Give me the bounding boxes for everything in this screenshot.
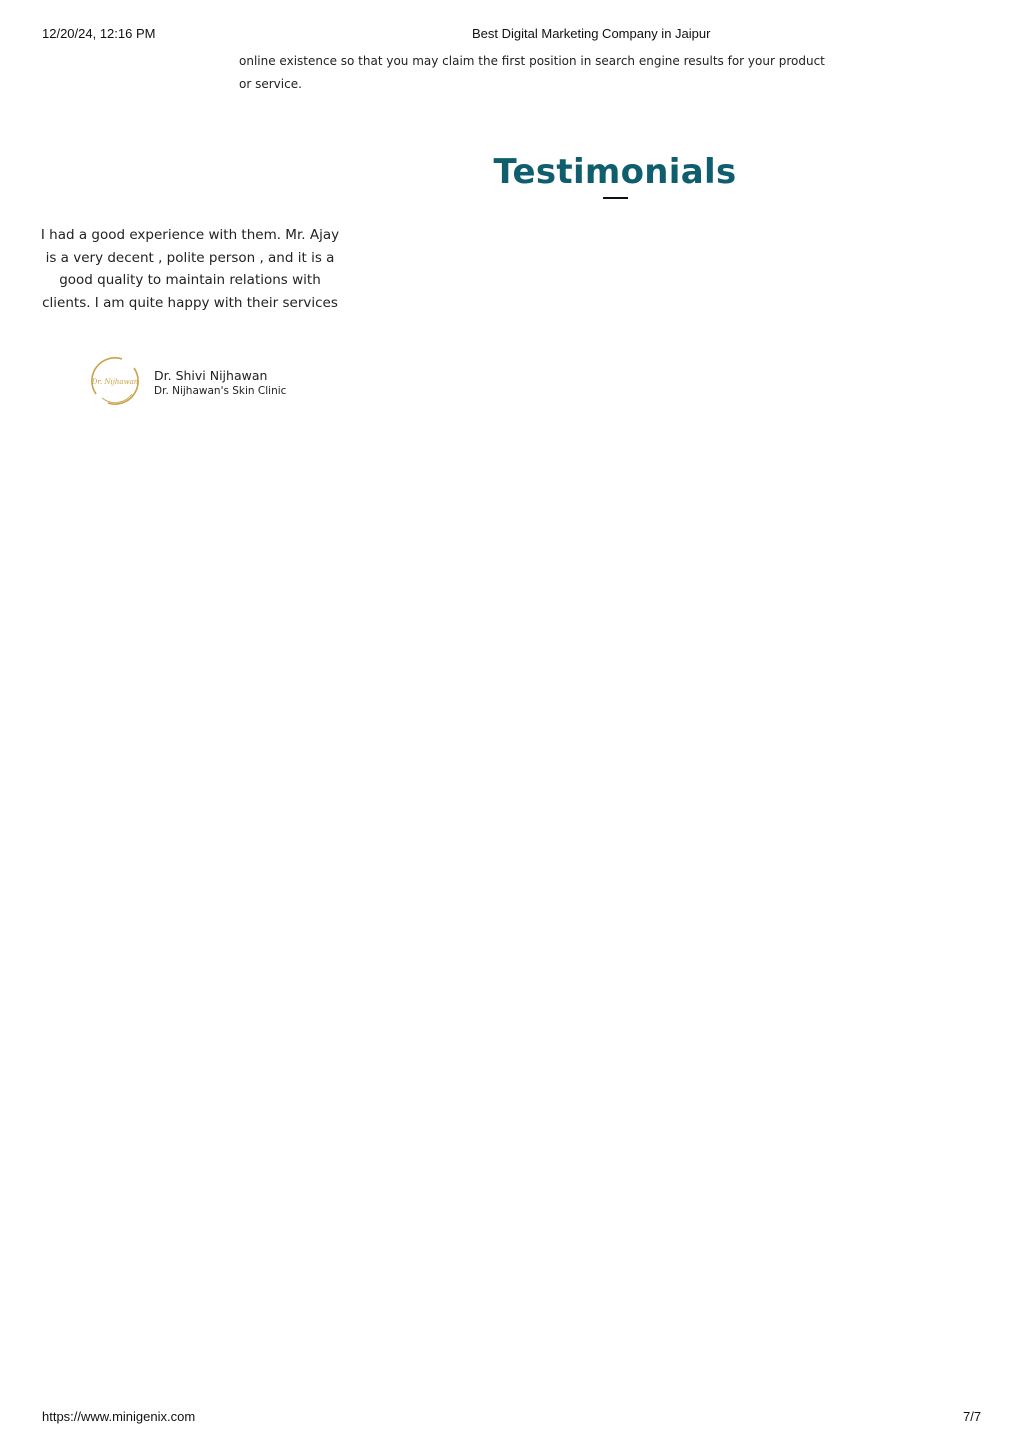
testimonial-card xyxy=(40,224,340,397)
clinic-logo-icon xyxy=(88,354,142,408)
print-header-title: Best Digital Marketing Company in Jaipur xyxy=(472,26,711,41)
print-header-date: 12/20/24, 12:16 PM xyxy=(42,26,156,41)
intro-paragraph: online existence so that you may claim the first position in search engine results for your product or service. xyxy=(239,54,825,91)
testimonial-quote: I had a good experience with them. Mr. Ajay is a very decent , polite person , and it is a good quality to maintain relations with clients. I am quite happy with their services xyxy=(40,227,340,311)
testimonial-author-name: Dr. Shivi Nijhawan xyxy=(154,368,268,383)
print-footer-url: https://www.minigenix.com xyxy=(42,1409,196,1424)
heading-underline xyxy=(603,197,628,199)
testimonial-author-organization: Dr. Nijhawan's Skin Clinic xyxy=(154,385,287,397)
clinic-logo-text: Dr. Nijhawan xyxy=(91,378,139,386)
testimonial-author xyxy=(88,354,348,408)
testimonials-heading: Testimonials xyxy=(493,152,737,192)
print-footer-page-number: 7/7 xyxy=(963,1409,982,1424)
